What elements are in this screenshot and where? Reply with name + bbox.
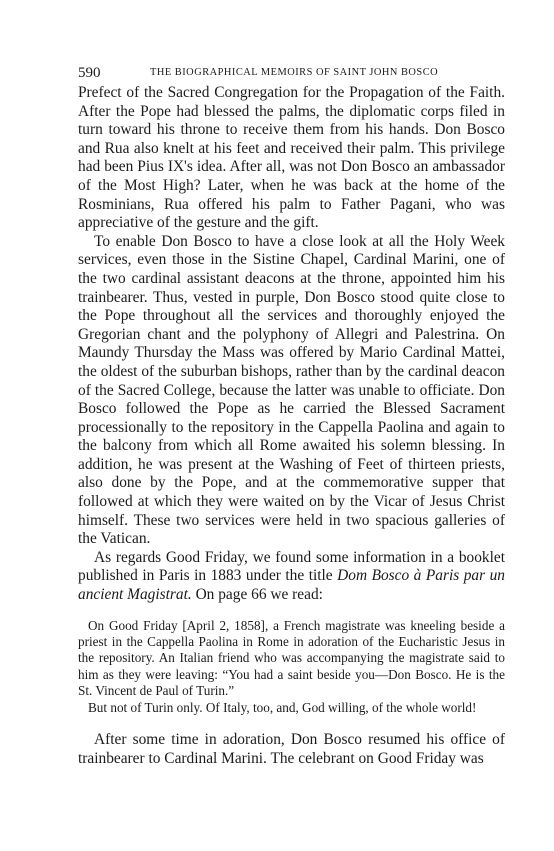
paragraph-4: After some time in adoration, Don Bosco resumed his office of trainbearer to Cardinal Marini. The celebrant on Good Friday was: [78, 731, 505, 767]
quote-paragraph-1: On Good Friday [April 2, 1858], a French magistrate was kneeling beside a priest in the Cappella Paolina in Rome in adoration of the Eucharistic Jesus in the repository. An Italian friend who was accompanying the magistrate said to him as they were leaving: “You had a saint beside you—Don Bosco. He is the St. Vincent de Paul of Turin.”: [78, 617, 505, 699]
book-page: [78, 62, 505, 768]
running-head: [78, 62, 505, 84]
booklet-title: Dom Bosco à Paris par un ancient Magistrat.: [78, 567, 505, 604]
paragraph-3-text: As regards Good Friday, we found some information in a booklet published in Paris in 1883 under the title: [78, 548, 505, 585]
paragraph-1: Prefect of the Sacred Congregation for the Propagation of the Faith. After the Pope had blessed the palms, the diplomatic corps filed in turn toward his throne to receive them from his hands. Don Bosco and Rua also knelt at his feet and received their palm. This privilege had been Pius IX's idea. After all, was not Don Bosco an ambassador of the Most High? Later, when he was back at the home of the Rosminians, Rua offered his palm to Father Pagani, who was appreciative of the gesture and the gift.: [78, 84, 505, 232]
quote-paragraph-2: But not of Turin only. Of Italy, too, and, God willing, of the whole world!: [88, 699, 477, 715]
page-number: 590: [78, 65, 101, 81]
paragraph-2: To enable Don Bosco to have a close look at all the Holy Week services, even those in the Sistine Chapel, Cardinal Marini, one of the two cardinal assistant deacons at the throne, appointed him his trainbearer. Thus, vested in purple, Don Bosco stood quite close to the Pope throughout all the services and thoroughly enjoyed the Gregorian chant and the polyphony of Allegri and Palestrina. On Maundy Thursday the Mass was offered by Mario Cardinal Mattei, the oldest of the suburban bishops, rather than by the cardinal deacon of the Sacred College, because the latter was unable to officiate. Don Bosco followed the Pope as he carried the Blessed Sacrament processionally to the repository in the Cappella Paolina and again to the balcony from which all Rome awaited his solemn blessing. In addition, he was present at the Washing of Feet of thirteen priests, also done by the Pope, and at the commemorative supper that followed at which they were waited on by the Vicar of Jesus Christ himself. These two services were held in two spacious galleries of the Vatican.: [78, 232, 505, 548]
main-text: [78, 84, 505, 605]
paragraph-3-end: On page 66 we read:: [191, 586, 323, 604]
running-title: THE BIOGRAPHICAL MEMOIRS OF SAINT JOHN BOSCO: [150, 67, 439, 78]
paragraph-3: [78, 549, 505, 605]
block-quote: [78, 618, 505, 716]
closing-text: [78, 731, 505, 768]
